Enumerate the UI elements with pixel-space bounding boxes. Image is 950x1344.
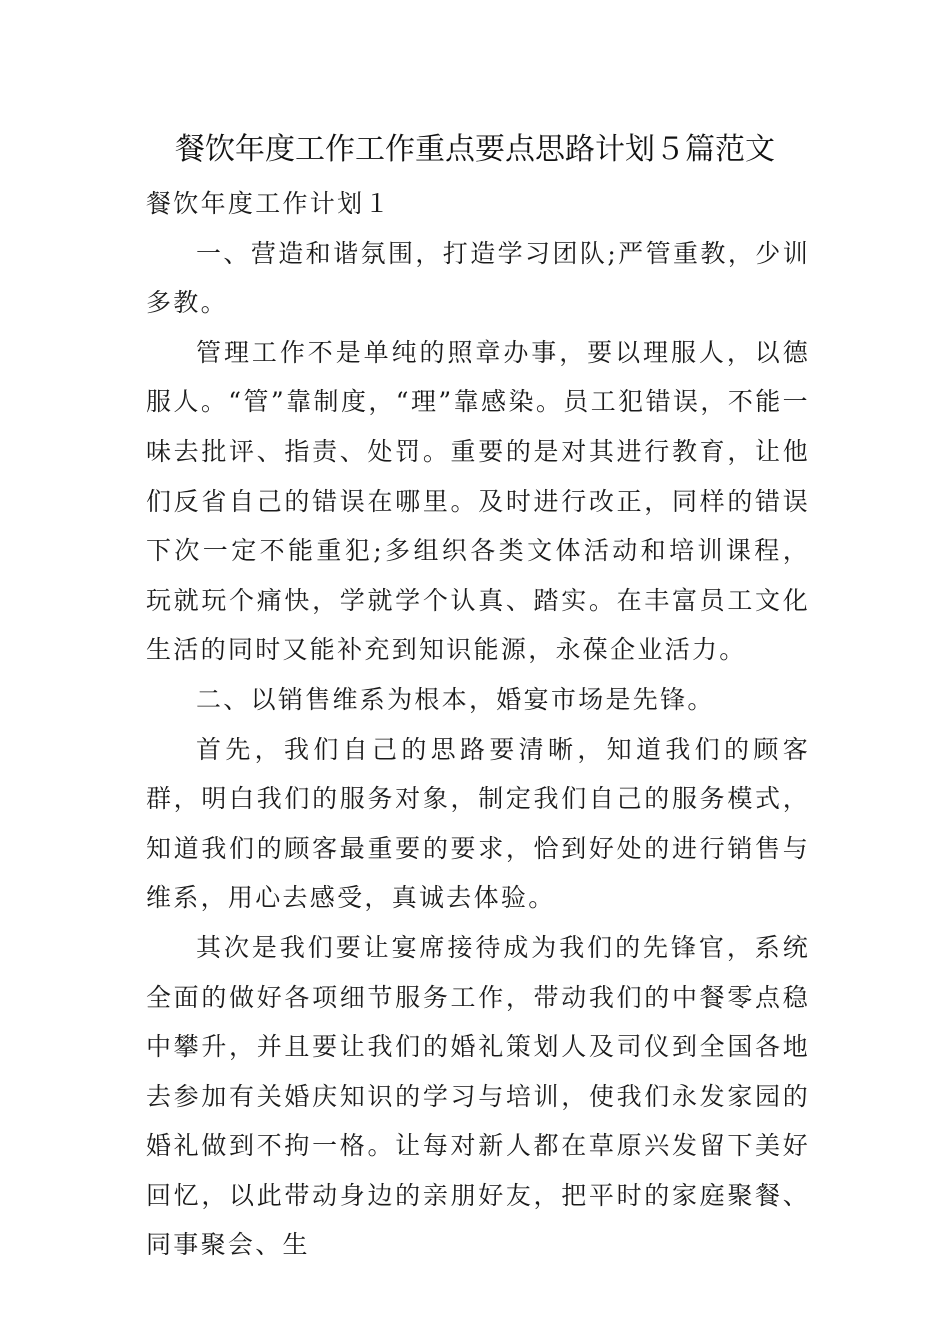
paragraph-3: 二、以销售维系为根本，婚宴市场是先锋。 bbox=[196, 684, 715, 714]
paragraph-2: 管理工作不是单纯的照章办事，要以理服人，以德服人。“管”靠制度，“理”靠感染。员工犯错误，不能一味去批评、指责、处罚。重要的是对其进行教育，让他们反省自己的错误在哪里。及时进行改正，同样的错误下次一定不能重犯;多组织各类文体活动和培训课程，玩就玩个痛快，学就学个认真、踏实。在丰富员工文化生活的同时又能补充到知识能源，永葆企业活力。 bbox=[146, 337, 810, 665]
paragraph-4: 首先，我们自己的思路要清晰，知道我们的顾客群，明白我们的服务对象，制定我们自己的服务模式，知道我们的顾客最重要的要求，恰到好处的进行销售与维系，用心去感受，真诚去体验。 bbox=[146, 734, 810, 913]
document-title: 餐饮年度工作工作重点要点思路计划５篇范文 bbox=[175, 132, 775, 167]
paragraph-1: 一、营造和谐氛围，打造学习团队;严管重教，少训多教。 bbox=[146, 238, 810, 318]
document-body bbox=[146, 179, 810, 1270]
section-heading: 餐饮年度工作计划１ bbox=[146, 189, 392, 218]
paragraph-5: 其次是我们要让宴席接待成为我们的先锋官，系统全面的做好各项细节服务工作，带动我们的中餐零点稳中攀升，并且要让我们的婚礼策划人及司仪到全国各地去参加有关婚庆知识的学习与培训，使我们永发家园的婚礼做到不拘一格。让每对新人都在草原兴发留下美好回忆，以此带动身边的亲朋好友，把平时的家庭聚餐、同事聚会、生 bbox=[146, 932, 810, 1260]
